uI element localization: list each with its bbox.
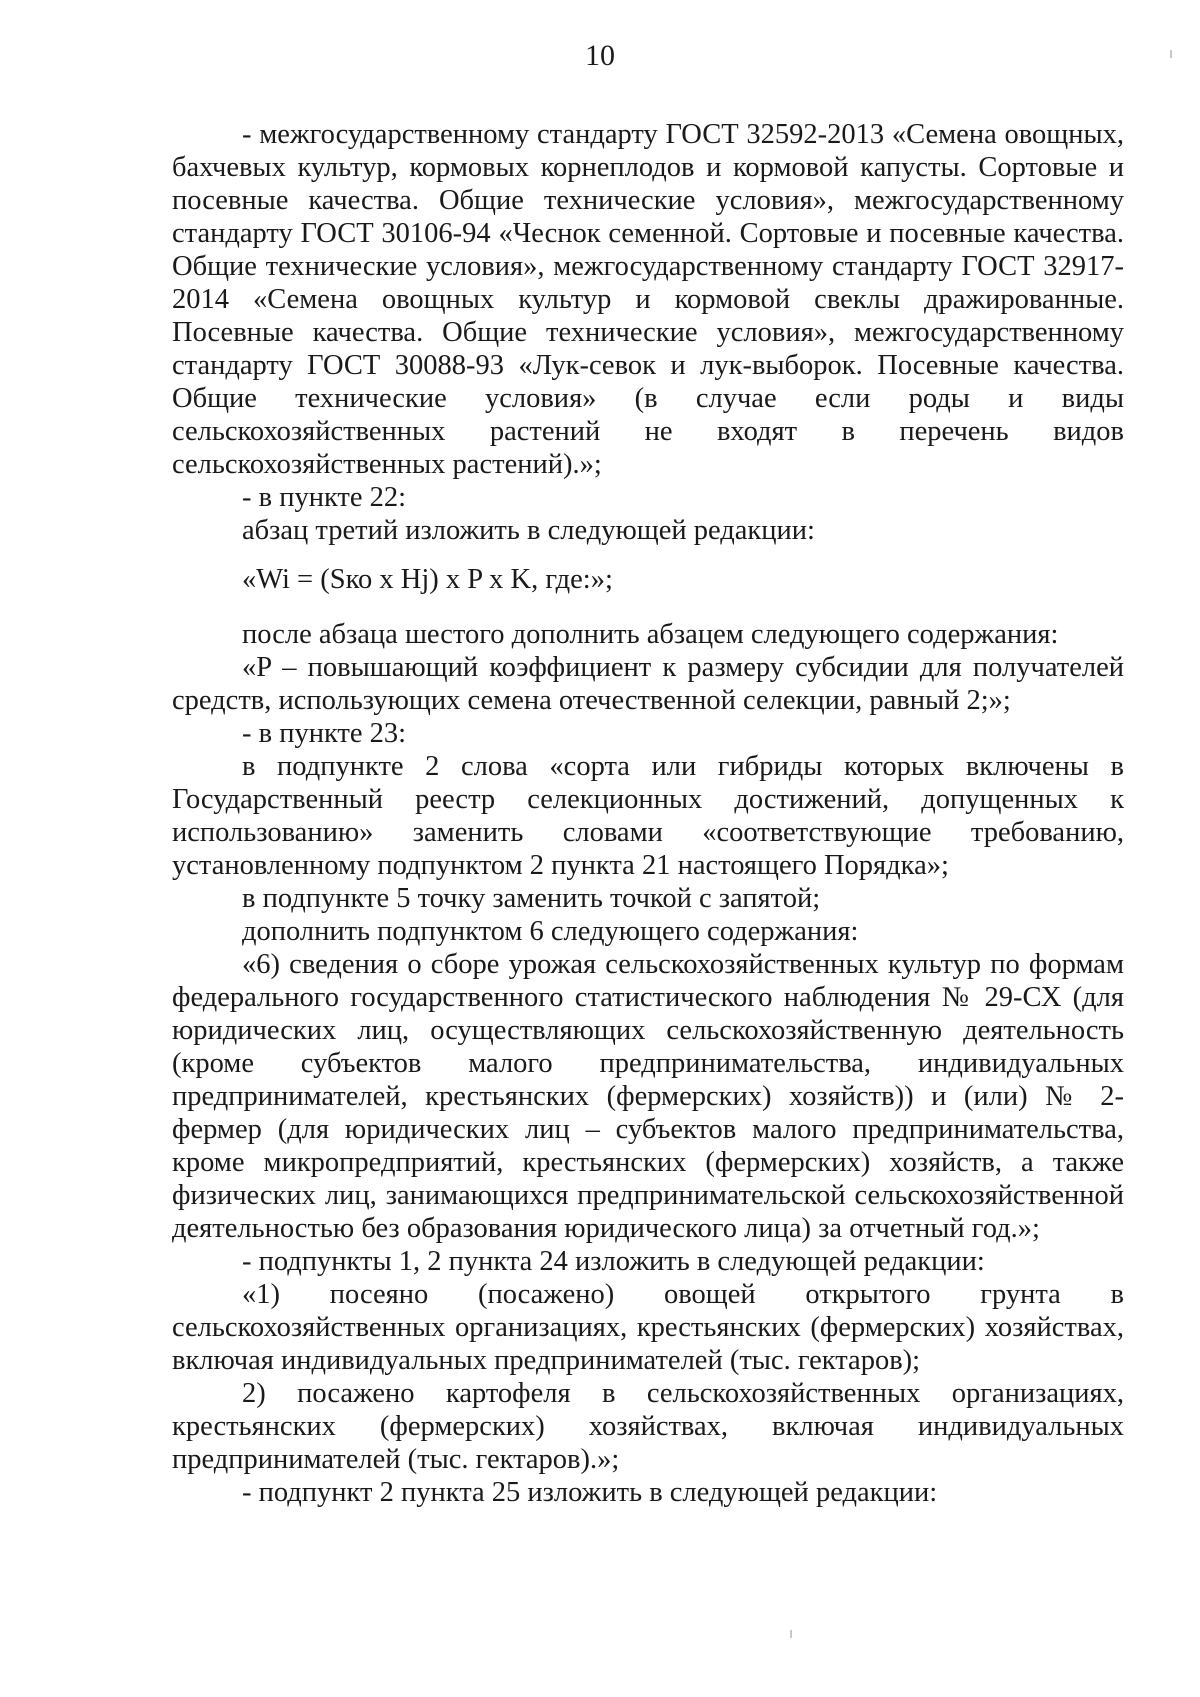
paragraph-coefficient-p: «P – повышающий коэффициент к размеру субсидии для получателей средств, использующих семена отечественной селекции, равный 2;»; — [172, 652, 1124, 716]
paragraph-add-subpoint-6: дополнить подпунктом 6 следующего содержания: — [242, 916, 859, 947]
paragraph-subpoint-5: в подпункте 5 точку заменить точкой с запятой; — [242, 883, 821, 914]
paragraph-after-sixth: после абзаца шестого дополнить абзацем следующего содержания: — [242, 619, 1059, 650]
paragraph-point-24-item-1: «1) посеяно (посажено) овощей открытого грунта в сельскохозяйственных организациях, крестьянских (фермерских) хозяйствах, включая индивидуальных предпринимателей (тыс. гектаров); — [172, 1279, 1124, 1376]
paragraph-gost-standards: - межгосударственному стандарту ГОСТ 32592-2013 «Семена овощных, бахчевых культур, кормовых корнеплодов и кормовой капусты. Сортовые и посевные качества. Общие технические условия», межгосударственному стандарту ГОСТ 30106-94 «Чеснок семенной. Сортовые и посевные качества. Общие технические условия», межгосударственному стандарту ГОСТ 32917-2014 «Семена овощных культур и кормовой свеклы дражированные. Посевные качества. Общие технические условия», межгосударственному стандарту ГОСТ 30088-93 «Лук-севок и лук-выборок. Посевные качества. Общие технические условия» (в случае если роды и виды сельскохозяйственных растений не входят в перечень видов сельскохозяйственных растений).»; — [172, 119, 1124, 480]
paragraph-point-23: - в пункте 23: — [242, 718, 407, 749]
paragraph-point-24: - подпункты 1, 2 пункта 24 изложить в следующей редакции: — [242, 1246, 985, 1277]
document-body — [172, 118, 1124, 1509]
page-number: 10 — [585, 39, 615, 72]
paragraph-subpoint-2: в подпункте 2 слова «сорта или гибриды которых включены в Государственный реестр селекционных достижений, допущенных к использованию» заменить словами «соответствующие требованию, установленному подпунктом 2 пункта 21 настоящего Порядка»; — [172, 751, 1124, 881]
scan-artifact-mark — [1170, 50, 1172, 58]
paragraph-point-22: - в пункте 22: — [242, 482, 407, 513]
formula-line: «Wi = (Sко x Hj) x P x K, где:»; — [242, 564, 613, 595]
paragraph-point-24-item-2: 2) посажено картофеля в сельскохозяйственных организациях, крестьянских (фермерских) хозяйствах, включая индивидуальных предпринимателей (тыс. гектаров).»; — [172, 1378, 1124, 1475]
paragraph-subpoint-6-text: «6) сведения о сборе урожая сельскохозяйственных культур по формам федерального государственного статистического наблюдения № 29-СХ (для юридических лиц, осуществляющих сельскохозяйственную деятельность (кроме субъектов малого предпринимательства, индивидуальных предпринимателей, крестьянских (фермерских) хозяйств)) и (или) № 2-фермер (для юридических лиц – субъектов малого предпринимательства, кроме микропредприятий, крестьянских (фермерских) хозяйств, а также физических лиц, занимающихся предпринимательской сельскохозяйственной деятельностью без образования юридического лица) за отчетный год.»; — [172, 949, 1124, 1244]
paragraph-abzac-third: абзац третий изложить в следующей редакции: — [242, 515, 815, 546]
scan-artifact-mark — [790, 1630, 792, 1638]
paragraph-point-25: - подпункт 2 пункта 25 изложить в следующей редакции: — [242, 1477, 938, 1508]
